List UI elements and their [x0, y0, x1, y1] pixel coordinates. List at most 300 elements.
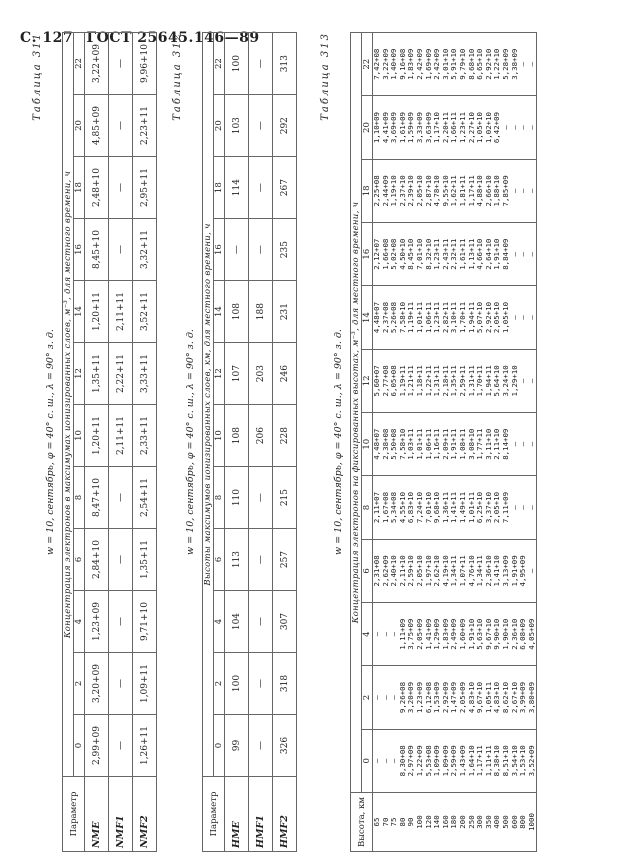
cell-value: 1,01+11	[466, 491, 476, 524]
height-value: 350	[483, 815, 493, 829]
cell-value: 2,11+11	[109, 281, 133, 343]
value-column	[373, 603, 537, 666]
table-312	[172, 32, 312, 852]
cell-value: 4,48+07	[372, 428, 381, 460]
cell-value: 3,20+09	[406, 681, 416, 714]
cell-value: 7,01+10	[414, 238, 424, 270]
cell-value: 9,96+10	[133, 33, 157, 95]
cell-value: —	[526, 125, 536, 130]
cell-value: 1,77+11	[475, 428, 485, 460]
cell-value: —	[109, 219, 133, 281]
cell-value: 4,78+10	[432, 175, 442, 207]
cell-value: 1,29+09	[432, 618, 442, 650]
cell-value: 7,58+10	[397, 428, 407, 460]
table-caption: Таблица 311	[32, 32, 43, 121]
cell-value: 228	[273, 405, 297, 467]
cell-value: 103	[225, 95, 249, 157]
cell-value: 5,63+10	[475, 618, 485, 650]
cell-value: 1,09+09	[440, 745, 450, 777]
cell-value: —	[109, 95, 133, 157]
cell-value: 1,91+10	[466, 618, 476, 650]
cell-value: 1,67+08	[380, 491, 390, 524]
cell-value: 3,99+09	[518, 681, 528, 714]
cell-value: 8,38+10	[492, 745, 502, 777]
cell-value: 2,12+07	[372, 238, 381, 270]
table-caption: Таблица 312	[172, 32, 183, 121]
cell-value: 6,83+10	[406, 491, 416, 524]
cell-value: 2,43+11	[440, 238, 450, 270]
cell-value: 1,88+10	[492, 175, 502, 207]
cell-value: 1,53+10	[518, 745, 528, 777]
cell-value: 9,26+08	[397, 681, 407, 714]
cell-value: 5,50+08	[389, 428, 399, 460]
height-value: 200	[457, 815, 467, 829]
cell-value: 7,01+10	[423, 491, 433, 524]
cell-value: 8,45+10	[85, 219, 109, 281]
cell-value: —	[509, 188, 519, 194]
value-column	[373, 413, 537, 476]
cell-value: 2,42+09	[414, 48, 424, 80]
hour-header: 10	[74, 405, 85, 467]
cell-value: 1,06+11	[423, 301, 433, 334]
cell-value: 1,40+09	[389, 48, 399, 80]
cell-value: 2,05+10	[492, 491, 502, 524]
cell-value: —	[249, 219, 273, 281]
cell-value: 1,23+09	[85, 591, 109, 653]
cell-value: 1,05+10	[475, 111, 485, 144]
cell-value: 203	[249, 343, 273, 405]
cell-value: 1,91+10	[492, 238, 502, 270]
cell-value: 2,82+11	[440, 301, 450, 334]
cell-value: 9,16+08	[397, 48, 407, 80]
table-subtitle: Концентрация электронов на фиксированных высотах, м⁻³, для местного времени, ч	[351, 33, 362, 793]
cell-value: 2,05+10	[414, 175, 424, 207]
cell-value: 3,80+09	[526, 681, 536, 714]
cell-value: 3,08+10	[466, 428, 476, 460]
cell-value: 231	[273, 281, 297, 343]
cell-value: —	[380, 695, 390, 700]
cell-value: —	[109, 529, 133, 591]
hour-header: 8	[214, 467, 225, 529]
cell-value: 3,69+09	[389, 111, 399, 144]
cell-value: 326	[273, 715, 297, 777]
table-row	[109, 33, 133, 852]
cell-value: 114	[225, 157, 249, 219]
cell-value: —	[526, 61, 536, 67]
table-title: w = 10, сентябрь, φ = 40° с. ш., λ = 90° з. д.	[185, 329, 196, 555]
cell-value: 1,08+11	[457, 428, 467, 460]
cell-value: 1,97+10	[423, 555, 433, 587]
cell-value: —	[249, 467, 273, 529]
cell-value: —	[109, 33, 133, 95]
cell-value: 1,17+10	[432, 111, 442, 144]
cell-value: 1,35+11	[133, 529, 157, 591]
cell-value: —	[518, 378, 528, 384]
cell-value: 1,41+11	[449, 491, 459, 524]
cell-value: 1,90+10	[500, 618, 510, 650]
cell-value: 1,60+09	[457, 618, 467, 650]
cell-value: —	[526, 378, 536, 384]
cell-value: —	[249, 715, 273, 777]
cell-value: 2,77+08	[380, 365, 390, 397]
cell-value: 1,05+11	[483, 681, 493, 714]
cell-value: 2,59+11	[457, 365, 467, 397]
cell-value: 1,61+09	[397, 111, 407, 144]
cell-value: 1,81+11	[457, 175, 467, 207]
cell-value: 1,11+09	[397, 618, 407, 650]
value-column	[373, 539, 537, 602]
cell-value: 3,11+10	[483, 428, 493, 460]
value-column	[373, 223, 537, 286]
cell-value: 3,37+10	[483, 491, 493, 524]
cell-value: —	[526, 568, 536, 574]
cell-value: 2,37+10	[397, 175, 407, 207]
hour-header: 22	[362, 33, 373, 96]
cell-value: 4,50+10	[397, 238, 407, 270]
cell-value: 2,42+09	[432, 48, 442, 80]
cell-value: 1,91+09	[509, 555, 519, 587]
height-value: 120	[423, 815, 433, 829]
cell-value: —	[518, 188, 528, 194]
cell-value: —	[518, 125, 528, 130]
hour-header: 4	[74, 591, 85, 653]
cell-value: —	[526, 188, 536, 194]
cell-value: 267	[273, 157, 297, 219]
cell-value: 7,85+09	[500, 175, 510, 207]
param-header: Параметр	[63, 777, 85, 852]
cell-value: —	[509, 125, 519, 130]
hour-header: 0	[362, 729, 373, 792]
cell-value: —	[526, 441, 536, 447]
cell-value: 2,05+10	[492, 301, 502, 334]
cell-value: 215	[273, 467, 297, 529]
cell-value: —	[249, 591, 273, 653]
cell-value: 246	[273, 343, 297, 405]
cell-value: —	[372, 695, 381, 700]
cell-value: 3,52+11	[133, 281, 157, 343]
hour-header: 16	[74, 219, 85, 281]
cell-value: 3,13+09	[500, 555, 510, 587]
hour-header: 0	[214, 715, 225, 777]
hour-header: 2	[74, 653, 85, 715]
cell-value: —	[526, 251, 536, 257]
table-row	[273, 33, 297, 852]
cell-value: 1,34+11	[449, 555, 459, 587]
cell-value: 2,11+10	[397, 555, 407, 587]
hour-header: 18	[214, 157, 225, 219]
cell-value: 3,75+09	[406, 618, 416, 650]
cell-value: 1,21+11	[406, 365, 416, 397]
cell-value: 5,02+08	[389, 238, 399, 270]
height-column	[373, 793, 537, 852]
cell-value: 5,64+10	[492, 365, 502, 397]
table-311-grid	[62, 32, 157, 852]
hour-header: 6	[214, 529, 225, 591]
hour-header: 0	[74, 715, 85, 777]
cell-value: 6,25+10	[475, 491, 485, 524]
cell-value: —	[109, 467, 133, 529]
cell-value: —	[389, 695, 399, 700]
cell-value: 4,48+07	[372, 301, 381, 334]
cell-value: 2,09+11	[440, 428, 450, 460]
cell-value: 2,36+10	[509, 618, 519, 650]
cell-value: 8,45+10	[406, 238, 416, 270]
cell-value: 1,31+11	[466, 365, 476, 397]
cell-value: 2,18+11	[440, 365, 450, 397]
cell-value: 2,48+10	[85, 157, 109, 219]
cell-value: 99	[225, 715, 249, 777]
height-value: 75	[389, 817, 399, 827]
cell-value: 2,44+09	[380, 175, 390, 207]
cell-value: 188	[249, 281, 273, 343]
cell-value: 9,67+10	[475, 681, 485, 714]
hour-header: 4	[362, 603, 373, 666]
cell-value: 2,38+08	[380, 428, 390, 460]
cell-value: 2,54+11	[133, 467, 157, 529]
cell-value: 7,11+09	[500, 491, 510, 524]
cell-value: 1,83+09	[406, 48, 416, 80]
cell-value: 4,83+10	[492, 681, 502, 714]
cell-value: 1,02+10	[483, 111, 493, 144]
row-label: NMF2	[133, 777, 157, 852]
cell-value: 8,30+08	[397, 745, 407, 777]
cell-value: 7,42+08	[372, 48, 381, 80]
cell-value: 1,22+09	[414, 745, 424, 777]
hour-header: 16	[362, 223, 373, 286]
cell-value: 4,85+09	[85, 95, 109, 157]
cell-value: 1,36+11	[440, 491, 450, 524]
cell-value: 3,32+11	[133, 219, 157, 281]
height-value: 800	[518, 815, 528, 829]
cell-value: 1,18+11	[414, 365, 424, 397]
cell-value: 1,83+09	[440, 618, 450, 650]
cell-value: 4,83+10	[466, 681, 476, 714]
doc-code: ГОСТ 25645.146—89	[86, 30, 260, 46]
cell-value: 1,19+11	[397, 365, 407, 397]
height-value: 160	[440, 815, 450, 829]
table-row	[249, 33, 273, 852]
cell-value: 2,39+10	[406, 175, 416, 207]
hour-header: 14	[362, 286, 373, 349]
hour-header: 2	[362, 666, 373, 729]
height-value: 100	[414, 815, 424, 829]
cell-value: 292	[273, 95, 297, 157]
cell-value: 2,99+09	[85, 715, 109, 777]
table-312-grid	[202, 32, 297, 852]
cell-value: —	[249, 33, 273, 95]
cell-value: 2,25+08	[372, 175, 381, 207]
table-311	[32, 32, 164, 852]
cell-value: —	[249, 95, 273, 157]
cell-value: 9,79+10	[457, 48, 467, 80]
cell-value: —	[509, 315, 519, 320]
cell-value: 3,63+09	[423, 111, 433, 144]
cell-value: 1,20+11	[85, 405, 109, 467]
cell-value: 1,35+11	[85, 343, 109, 405]
cell-value: 1,19+11	[406, 301, 416, 334]
cell-value: 2,66+10	[483, 175, 493, 207]
cell-value: 4,76+10	[466, 555, 476, 587]
hour-header: 10	[362, 413, 373, 476]
cell-value: 1,64+10	[466, 745, 476, 777]
page-number: С. 127	[20, 30, 74, 46]
cell-value: 100	[225, 33, 249, 95]
cell-value: 4,95+09	[518, 555, 528, 587]
cell-value: 1,09+09	[432, 745, 442, 777]
cell-value: 2,92+10	[483, 301, 493, 334]
cell-value: 8,32+10	[423, 238, 433, 270]
cell-value: 1,59+09	[406, 111, 416, 144]
cell-value: 1,69+09	[423, 48, 433, 80]
cell-value: —	[372, 631, 381, 637]
cell-value: 2,11+10	[492, 428, 502, 460]
cell-value: —	[109, 157, 133, 219]
cell-value: 1,23+09	[414, 681, 424, 714]
cell-value: —	[249, 653, 273, 715]
cell-value: 1,66+08	[380, 238, 390, 270]
cell-value: 4,05+09	[526, 618, 536, 650]
cell-value: 7,58+10	[397, 301, 407, 334]
cell-value: 2,67+10	[509, 681, 519, 714]
cell-value: 1,19+10	[389, 175, 399, 207]
cell-value: —	[389, 758, 399, 764]
cell-value: 2,22+11	[109, 343, 133, 405]
cell-value: 1,03+11	[406, 428, 416, 460]
cell-value: 1,29+10	[509, 365, 519, 397]
cell-value: 7,24+10	[414, 491, 424, 524]
hour-header: 18	[362, 159, 373, 222]
cell-value: 1,70+11	[457, 301, 467, 334]
value-column	[373, 159, 537, 222]
cell-value: 1,22+10	[492, 48, 502, 80]
cell-value: 1,23+11	[432, 238, 442, 270]
cell-value: 1,05+10	[500, 301, 510, 334]
cell-value: 3,24+10	[500, 365, 510, 397]
cell-value: 1,34+11	[475, 555, 485, 587]
table-row	[85, 33, 109, 852]
cell-value: —	[509, 505, 519, 510]
cell-value: 104	[225, 591, 249, 653]
cell-value: —	[500, 125, 510, 130]
hour-header: 18	[74, 157, 85, 219]
cell-value: 206	[249, 405, 273, 467]
value-column	[373, 666, 537, 729]
value-column	[373, 476, 537, 539]
cell-value: —	[225, 219, 249, 281]
hour-header: 8	[362, 476, 373, 539]
height-value: 600	[509, 815, 519, 829]
cell-value: 3,38+09	[509, 48, 519, 80]
table-title: w = 10, сентябрь, φ = 40° с. ш., λ = 90° з. д.	[45, 329, 56, 555]
cell-value: 3,54+10	[509, 745, 519, 777]
cell-value: 4,88+10	[475, 175, 485, 207]
hour-header: 12	[362, 349, 373, 412]
cell-value: 2,64+10	[483, 238, 493, 270]
cell-value: —	[249, 529, 273, 591]
cell-value: 5,28+09	[500, 48, 510, 80]
cell-value: 9,90+10	[492, 618, 502, 650]
cell-value: 108	[225, 281, 249, 343]
height-value: 90	[406, 817, 416, 827]
row-label: HMF2	[273, 777, 297, 852]
height-value: 400	[492, 815, 502, 829]
cell-value: —	[526, 315, 536, 320]
cell-value: 6,12+08	[423, 681, 433, 714]
table-subtitle: Концентрация электронов в максимумах ионизированных слоев, м⁻³, для местного времени, ч	[63, 33, 74, 777]
cell-value: 2,32+11	[449, 238, 459, 270]
row-label: NMF1	[109, 777, 133, 852]
hour-header: 2	[214, 653, 225, 715]
cell-value: 2,62+10	[432, 555, 442, 587]
value-column	[373, 349, 537, 412]
cell-value: 2,49+09	[449, 618, 459, 650]
cell-value: 1,16+11	[432, 428, 442, 460]
cell-value: 2,27+10	[466, 111, 476, 144]
cell-value: 9,55+10	[440, 175, 450, 207]
cell-value: 2,11+07	[372, 491, 381, 524]
hour-header: 22	[214, 33, 225, 95]
table-313	[320, 32, 600, 852]
cell-value: 9,67+10	[483, 618, 493, 650]
cell-value: 3,20+09	[85, 653, 109, 715]
table-caption: Таблица 313	[320, 32, 331, 121]
cell-value: 8,51+10	[500, 745, 510, 777]
cell-value: 6,05+08	[389, 365, 399, 397]
hour-header: 22	[74, 33, 85, 95]
cell-value: 5,34+08	[389, 491, 399, 524]
cell-value: —	[518, 251, 528, 257]
cell-value: 313	[273, 33, 297, 95]
hour-header: 20	[362, 96, 373, 159]
hour-header: 14	[214, 281, 225, 343]
cell-value: 2,40+10	[389, 555, 399, 587]
cell-value: 2,95+11	[133, 157, 157, 219]
cell-value: 318	[273, 653, 297, 715]
cell-value: 1,10+09	[372, 111, 381, 144]
cell-value: —	[526, 505, 536, 510]
cell-value: 1,41+10	[492, 555, 502, 587]
row-label: HME	[225, 777, 249, 852]
height-value: 1000	[526, 813, 536, 831]
hour-header: 8	[74, 467, 85, 529]
cell-value: 2,87+10	[423, 175, 433, 207]
height-header: Высота, км	[351, 793, 373, 852]
cell-value: —	[380, 631, 390, 637]
rotated-content	[32, 32, 602, 852]
cell-value: 1,17+11	[475, 745, 485, 777]
cell-value: 5,07+10	[475, 301, 485, 334]
cell-value: 2,05+09	[457, 681, 467, 714]
cell-value: 6,65+10	[475, 48, 485, 80]
cell-value: —	[518, 61, 528, 67]
cell-value: —	[389, 631, 399, 637]
height-value: 140	[432, 815, 442, 829]
value-column	[373, 96, 537, 159]
cell-value: 1,41+09	[423, 618, 433, 650]
cell-value: 8,84+09	[500, 238, 510, 270]
cell-value: 3,22+09	[85, 33, 109, 95]
height-value: 500	[500, 815, 510, 829]
hour-header: 20	[74, 95, 85, 157]
table-313-grid	[350, 32, 537, 852]
cell-value: 5,53+08	[423, 745, 433, 777]
cell-value: —	[518, 315, 528, 320]
cell-value: 2,92+09	[440, 681, 450, 714]
cell-value: 1,26+11	[133, 715, 157, 777]
cell-value: 6,42+09	[492, 111, 502, 144]
hour-header: 10	[214, 405, 225, 467]
cell-value: 1,31+11	[432, 365, 442, 397]
